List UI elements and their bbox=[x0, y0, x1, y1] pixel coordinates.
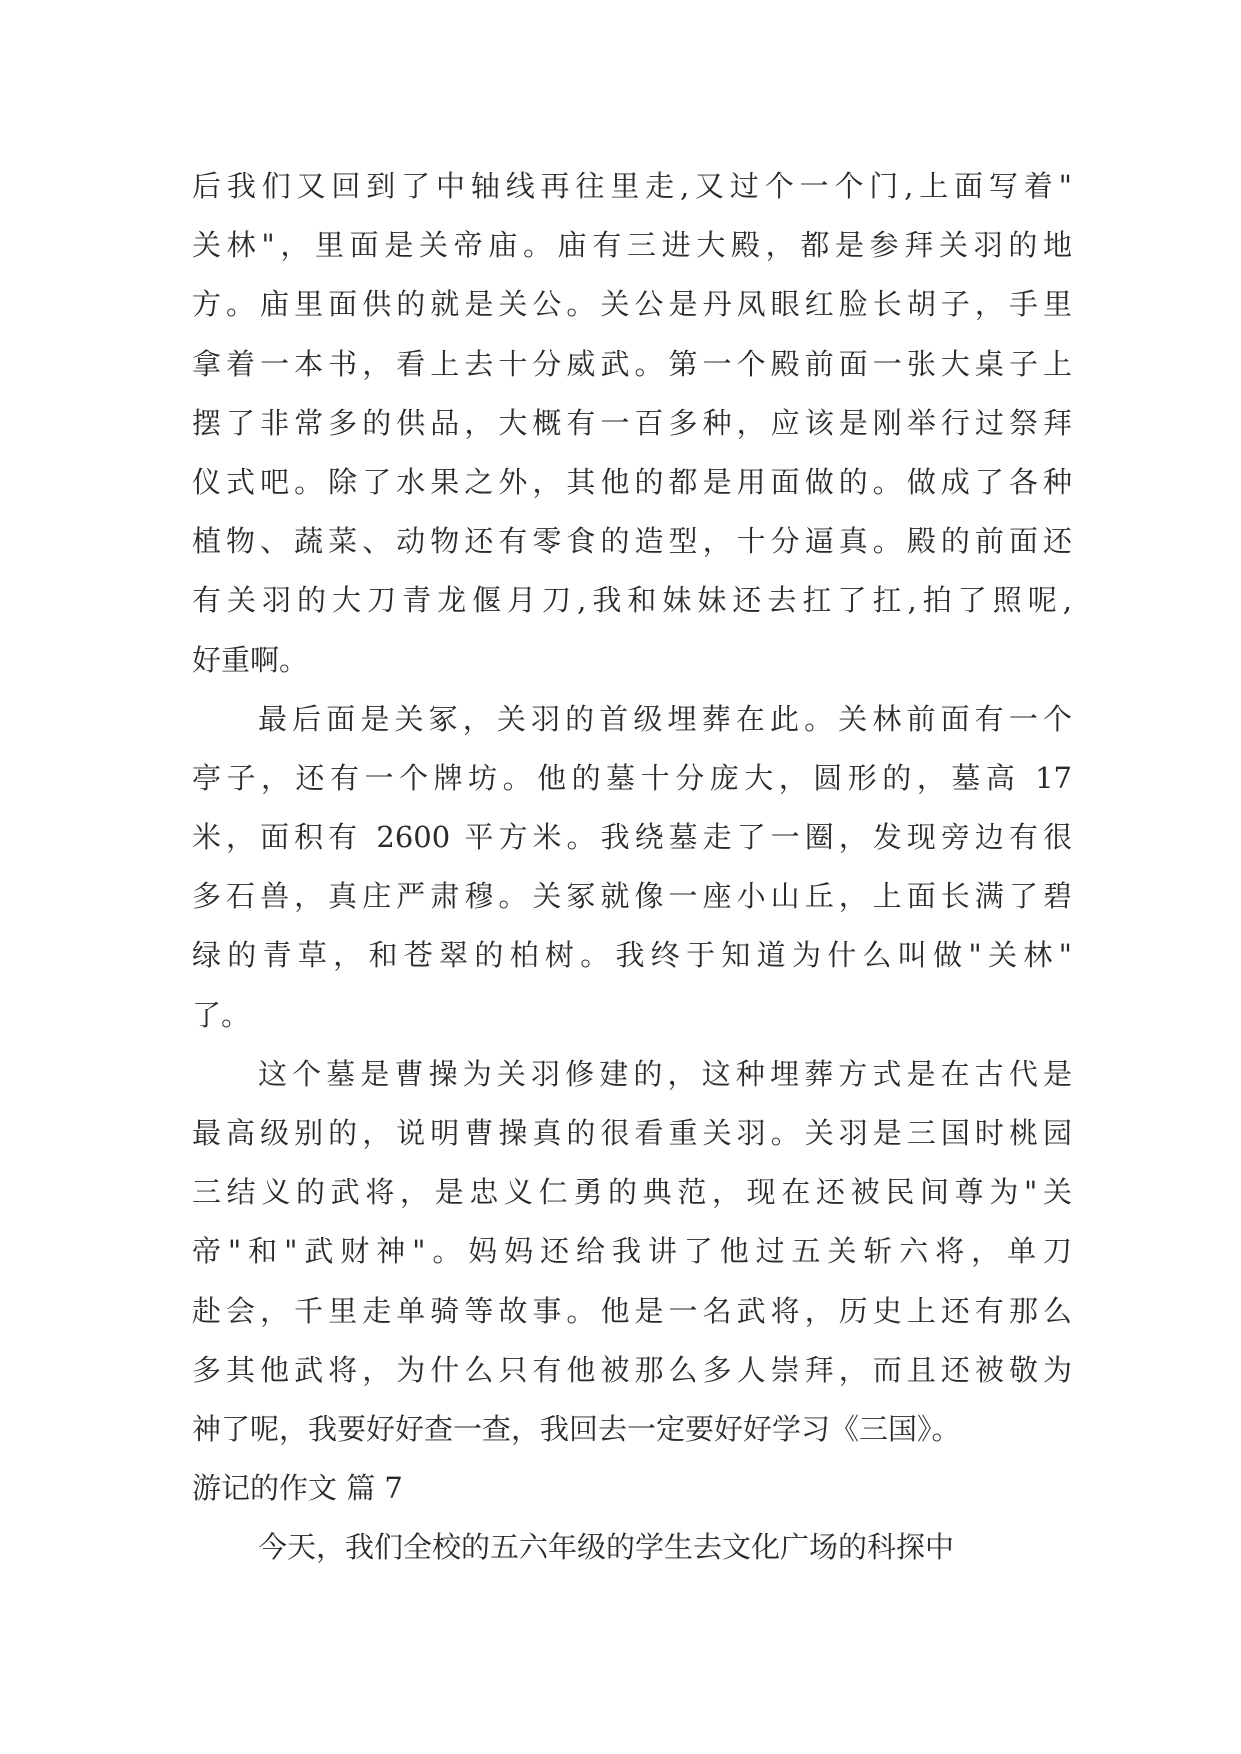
paragraph-3 bbox=[192, 1045, 1072, 1459]
text-line: 植物、蔬菜、动物还有零食的造型，十分逼真。殿的前面还 bbox=[192, 524, 1072, 559]
text-line: 最后面是关冢，关羽的首级埋葬在此。关林前面有一个 bbox=[258, 701, 1072, 736]
document-body bbox=[192, 157, 1072, 1578]
text-line: 三结义的武将，是忠义仁勇的典范，现在还被民间尊为"关 bbox=[192, 1175, 1072, 1210]
text-line: 多其他武将，为什么只有他被那么多人崇拜，而且还被敬为 bbox=[192, 1352, 1072, 1387]
text-line: 拿着一本书，看上去十分威武。第一个殿前面一张大桌子上 bbox=[192, 346, 1072, 381]
text-line: 赴会，千里走单骑等故事。他是一名武将，历史上还有那么 bbox=[192, 1293, 1072, 1328]
text-line: 摆了非常多的供品，大概有一百多种，应该是刚举行过祭拜 bbox=[192, 405, 1072, 440]
text-line: 多石兽，真庄严肃穆。关冢就像一座小山丘，上面长满了碧 bbox=[192, 879, 1072, 914]
text-line: 神了呢，我要好好查一查，我回去一定要好好学习《三国》。 bbox=[192, 1411, 961, 1446]
text-line: 后我们又回到了中轴线再往里走,又过个一个门,上面写着" bbox=[192, 169, 1072, 203]
text-line: 最高级别的，说明曹操真的很看重关羽。关羽是三国时桃园 bbox=[192, 1116, 1072, 1150]
text-line: 了。 bbox=[192, 997, 251, 1032]
text-line: 这个墓是曹操为关羽修建的，这种埋葬方式是在古代是 bbox=[258, 1056, 1072, 1091]
section-heading: 游记的作文 篇 7 bbox=[192, 1471, 403, 1506]
paragraph-4 bbox=[192, 1518, 1072, 1577]
text-line: 好重啊。 bbox=[192, 642, 309, 677]
text-line: 米，面积有 2600 平方米。我绕墓走了一圈，发现旁边有很 bbox=[192, 820, 1072, 855]
text-line: 亭子，还有一个牌坊。他的墓十分庞大，圆形的，墓高 17 bbox=[192, 760, 1072, 795]
text-line: 有关羽的大刀青龙偃月刀,我和妹妹还去扛了扛,拍了照呢, bbox=[192, 583, 1072, 618]
paragraph-2 bbox=[192, 690, 1072, 1045]
paragraph-1 bbox=[192, 157, 1072, 690]
text-line: 关林"，里面是关帝庙。庙有三进大殿，都是参拜关羽的地 bbox=[192, 228, 1072, 263]
text-line: 今天，我们全校的五六年级的学生去文化广场的科探中 bbox=[258, 1530, 955, 1565]
text-line: 绿的青草，和苍翠的柏树。我终于知道为什么叫做"关林" bbox=[192, 938, 1072, 973]
text-line: 帝"和"武财神"。妈妈还给我讲了他过五关斩六将，单刀 bbox=[192, 1234, 1072, 1269]
text-line: 仪式吧。除了水果之外，其他的都是用面做的。做成了各种 bbox=[192, 464, 1072, 499]
text-line: 方。庙里面供的就是关公。关公是丹凤眼红脸长胡子，手里 bbox=[192, 287, 1072, 322]
